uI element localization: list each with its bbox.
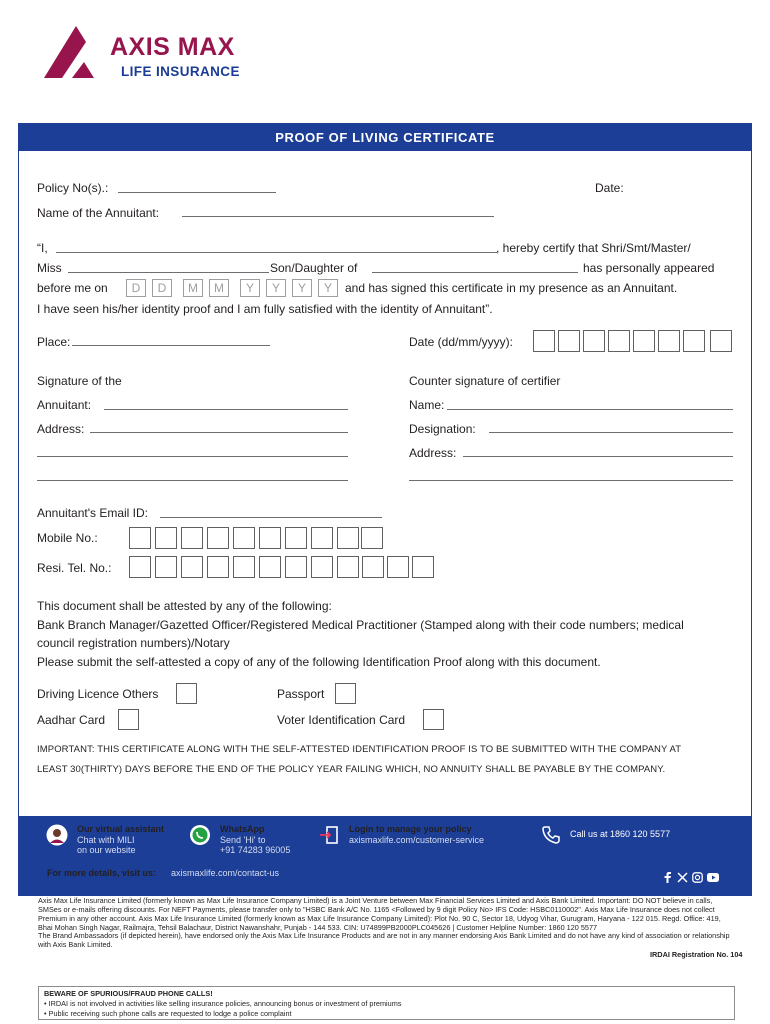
aadhar-checkbox[interactable] bbox=[118, 709, 139, 730]
mobile-box[interactable] bbox=[207, 527, 229, 549]
x-twitter-icon[interactable] bbox=[677, 872, 688, 883]
login-title: Login to manage your policy bbox=[349, 824, 472, 834]
mobile-box[interactable] bbox=[337, 527, 359, 549]
call-number[interactable]: Call us at 1860 120 5577 bbox=[570, 829, 671, 839]
seen-text: I have seen his/her identity proof and I am fully satisfied with the identity of Annuitant”. bbox=[37, 302, 493, 316]
right-address-label: Address: bbox=[409, 446, 457, 460]
right-address-input[interactable] bbox=[409, 480, 733, 481]
mobile-label: Mobile No.: bbox=[37, 531, 98, 545]
date-box[interactable] bbox=[683, 330, 705, 352]
irdai-registration: IRDAI Registration No. 104 bbox=[650, 950, 743, 959]
left-address-input[interactable] bbox=[37, 456, 348, 457]
attest-line-1: Bank Branch Manager/Gazetted Officer/Registered Medical Practitioner (Stamped along with their code numbers; medical bbox=[37, 618, 684, 632]
annuitant-sign-input[interactable] bbox=[104, 409, 348, 410]
email-input[interactable] bbox=[160, 517, 382, 518]
youtube-icon[interactable] bbox=[707, 873, 719, 882]
parent-input[interactable] bbox=[372, 272, 578, 273]
assistant-avatar-icon bbox=[46, 824, 68, 846]
counter-signature-heading: Counter signature of certifier bbox=[409, 374, 561, 388]
aadhar-label: Aadhar Card bbox=[37, 713, 106, 727]
i-prefix: “I, bbox=[37, 241, 48, 255]
resi-tel-box[interactable] bbox=[387, 556, 409, 578]
driving-licence-checkbox[interactable] bbox=[176, 683, 197, 704]
date-digit-box[interactable]: Y bbox=[240, 279, 260, 297]
phone-icon bbox=[541, 825, 561, 845]
before-me-label: before me on bbox=[37, 281, 108, 295]
appeared-text: has personally appeared bbox=[583, 261, 715, 275]
date-box[interactable] bbox=[710, 330, 732, 352]
date-box[interactable] bbox=[533, 330, 555, 352]
date-digit-box[interactable]: Y bbox=[266, 279, 286, 297]
right-address-input[interactable] bbox=[463, 456, 733, 457]
resi-tel-box[interactable] bbox=[181, 556, 203, 578]
details-label: For more details, visit us: bbox=[47, 868, 157, 878]
designation-input[interactable] bbox=[489, 432, 733, 433]
brand-name: AXIS MAX bbox=[110, 33, 235, 61]
mobile-box[interactable] bbox=[285, 527, 307, 549]
voter-id-checkbox[interactable] bbox=[423, 709, 444, 730]
date-digit-box[interactable]: M bbox=[209, 279, 229, 297]
date-box[interactable] bbox=[633, 330, 655, 352]
attest-intro: This document shall be attested by any of the following: bbox=[37, 599, 332, 613]
date-box[interactable] bbox=[583, 330, 605, 352]
axis-logo-mark bbox=[42, 24, 114, 80]
date-digit-box[interactable]: Y bbox=[318, 279, 338, 297]
resi-tel-box[interactable] bbox=[259, 556, 281, 578]
date-digit-box[interactable]: D bbox=[152, 279, 172, 297]
resi-tel-box[interactable] bbox=[311, 556, 333, 578]
important-line-1: IMPORTANT: THIS CERTIFICATE ALONG WITH THE SELF-ATTESTED IDENTIFICATION PROOF IS TO BE SUBMITTED WITH THE COMPANY AT bbox=[37, 744, 682, 755]
date-box[interactable] bbox=[558, 330, 580, 352]
certifier-name-label: Name: bbox=[409, 398, 445, 412]
resi-tel-box[interactable] bbox=[233, 556, 255, 578]
passport-label: Passport bbox=[277, 687, 325, 701]
mobile-box[interactable] bbox=[311, 527, 333, 549]
disclaimer-paragraph: Axis Max Life Insurance Limited (formerly known as Max Life Insurance Company Limited) is a Joint Venture between Max Financial Services Limited and Axis Bank Limited. Important: DO NOT believe in calls, SMSes or e-mails offering discounts. For NEFT Payments, please transfer only to "HSBC Bank A/C No. 1165 <Followed by 9 digit Policy No> IFS Code: HSBC0110002". Axis Max Life Insurance does not collect Premium in any other account. Axis Max Life Insurance Limited (formerly known as Max Life Insurance Company Limited): Plot No. 90 C, Sector 18, Udyog Vihar, Gurugram, Haryana - 122 015. Regd. Office: 419, Bhai Mohan Singh Nagar, Railmajra, Tehsil Balachaur, District Nawanshahr, Punjab - 144 533. CIN: U74899PB2000PLC045626 | Customer Helpline Number: 1860 120 5577 bbox=[38, 896, 721, 932]
left-address-input[interactable] bbox=[37, 480, 348, 481]
date-box[interactable] bbox=[658, 330, 680, 352]
left-address-label: Address: bbox=[37, 422, 85, 436]
annuitant-sign-label: Annuitant: bbox=[37, 398, 92, 412]
miss-label: Miss bbox=[37, 261, 62, 275]
mobile-box[interactable] bbox=[155, 527, 177, 549]
whatsapp-title: WhatsApp bbox=[220, 824, 265, 834]
passport-checkbox[interactable] bbox=[335, 683, 356, 704]
login-link[interactable]: axismaxlife.com/customer-service bbox=[349, 835, 485, 845]
email-label: Annuitant's Email ID: bbox=[37, 506, 149, 520]
voter-id-label: Voter Identification Card bbox=[277, 713, 406, 727]
signature-heading: Signature of the bbox=[37, 374, 122, 388]
place-label: Place: bbox=[37, 335, 71, 349]
resi-tel-box[interactable] bbox=[207, 556, 229, 578]
resi-tel-box[interactable] bbox=[412, 556, 434, 578]
instagram-icon[interactable] bbox=[692, 872, 703, 883]
brand-sub: LIFE INSURANCE bbox=[121, 64, 240, 79]
important-line-2: LEAST 30(THIRTY) DAYS BEFORE THE END OF THE POLICY YEAR FAILING WHICH, NO ANNUITY SHALL BE PAYABLE BY THE COMPANY. bbox=[37, 764, 666, 775]
place-input[interactable] bbox=[72, 345, 270, 346]
mobile-box[interactable] bbox=[361, 527, 383, 549]
date-digit-box[interactable]: M bbox=[183, 279, 203, 297]
date-digit-box[interactable]: D bbox=[126, 279, 146, 297]
facebook-icon[interactable] bbox=[663, 872, 672, 883]
resi-tel-label: Resi. Tel. No.: bbox=[37, 561, 112, 575]
form-title: PROOF OF LIVING CERTIFICATE bbox=[18, 123, 752, 151]
whatsapp-number[interactable]: +91 74283 96005 bbox=[220, 845, 291, 855]
date-box[interactable] bbox=[608, 330, 630, 352]
policy-input[interactable] bbox=[118, 192, 276, 193]
resi-tel-box[interactable] bbox=[337, 556, 359, 578]
attest-line-3: Please submit the self-attested a copy of any of the following Identification Proof along with this document. bbox=[37, 655, 601, 669]
annuitant-name-label: Name of the Annuitant: bbox=[37, 206, 160, 220]
signed-text: and has signed this certificate in my presence as an Annuitant. bbox=[345, 281, 678, 295]
whatsapp-line-1: Send 'Hi' to bbox=[220, 835, 266, 845]
mobile-box[interactable] bbox=[129, 527, 151, 549]
resi-tel-box[interactable] bbox=[155, 556, 177, 578]
fraud-title: BEWARE OF SPURIOUS/FRAUD PHONE CALLS! bbox=[44, 989, 213, 998]
resi-tel-box[interactable] bbox=[285, 556, 307, 578]
date-label: Date: bbox=[595, 181, 624, 195]
fraud-line-2: • Public receiving such phone calls are requested to lodge a police complaint bbox=[44, 1009, 292, 1018]
resi-tel-box[interactable] bbox=[362, 556, 384, 578]
mobile-box[interactable] bbox=[181, 527, 203, 549]
son-daughter-label: Son/Daughter of bbox=[270, 261, 358, 275]
date-format-label: Date (dd/mm/yyyy): bbox=[409, 335, 514, 349]
fraud-line-1: • IRDAI is not involved in activities like selling insurance policies, announcing bonus or investment of premiums bbox=[44, 999, 402, 1008]
mobile-box[interactable] bbox=[233, 527, 255, 549]
certifier-name-input[interactable] bbox=[447, 409, 733, 410]
mobile-box[interactable] bbox=[259, 527, 281, 549]
policy-label: Policy No(s).: bbox=[37, 181, 109, 195]
certifier-input[interactable] bbox=[56, 252, 497, 253]
assistant-title: Our virtual assistant bbox=[77, 824, 165, 834]
assistant-line-1: Chat with MILI bbox=[77, 835, 135, 845]
designation-label: Designation: bbox=[409, 422, 476, 436]
left-address-input[interactable] bbox=[90, 432, 348, 433]
date-digit-box[interactable]: Y bbox=[292, 279, 312, 297]
assistant-line-2: on our website bbox=[77, 845, 136, 855]
login-icon bbox=[318, 824, 340, 846]
miss-input[interactable] bbox=[68, 272, 269, 273]
whatsapp-icon bbox=[189, 824, 211, 846]
details-link[interactable]: axismaxlife.com/contact-us bbox=[171, 868, 280, 878]
certify-text: , hereby certify that Shri/Smt/Master/ bbox=[496, 241, 691, 255]
driving-licence-label: Driving Licence Others bbox=[37, 687, 159, 701]
attest-line-2: council registration numbers)/Notary bbox=[37, 636, 230, 650]
annuitant-name-input[interactable] bbox=[182, 216, 494, 217]
resi-tel-box[interactable] bbox=[129, 556, 151, 578]
brand-ambassador-note: The Brand Ambassadors (if depicted herein), have endorsed only the Axis Max Life Insurance Products and are not in any manner endorsing Axis Bank Limited and do not have any kind of association or relationship with Axis Bank Limited. bbox=[38, 931, 730, 949]
